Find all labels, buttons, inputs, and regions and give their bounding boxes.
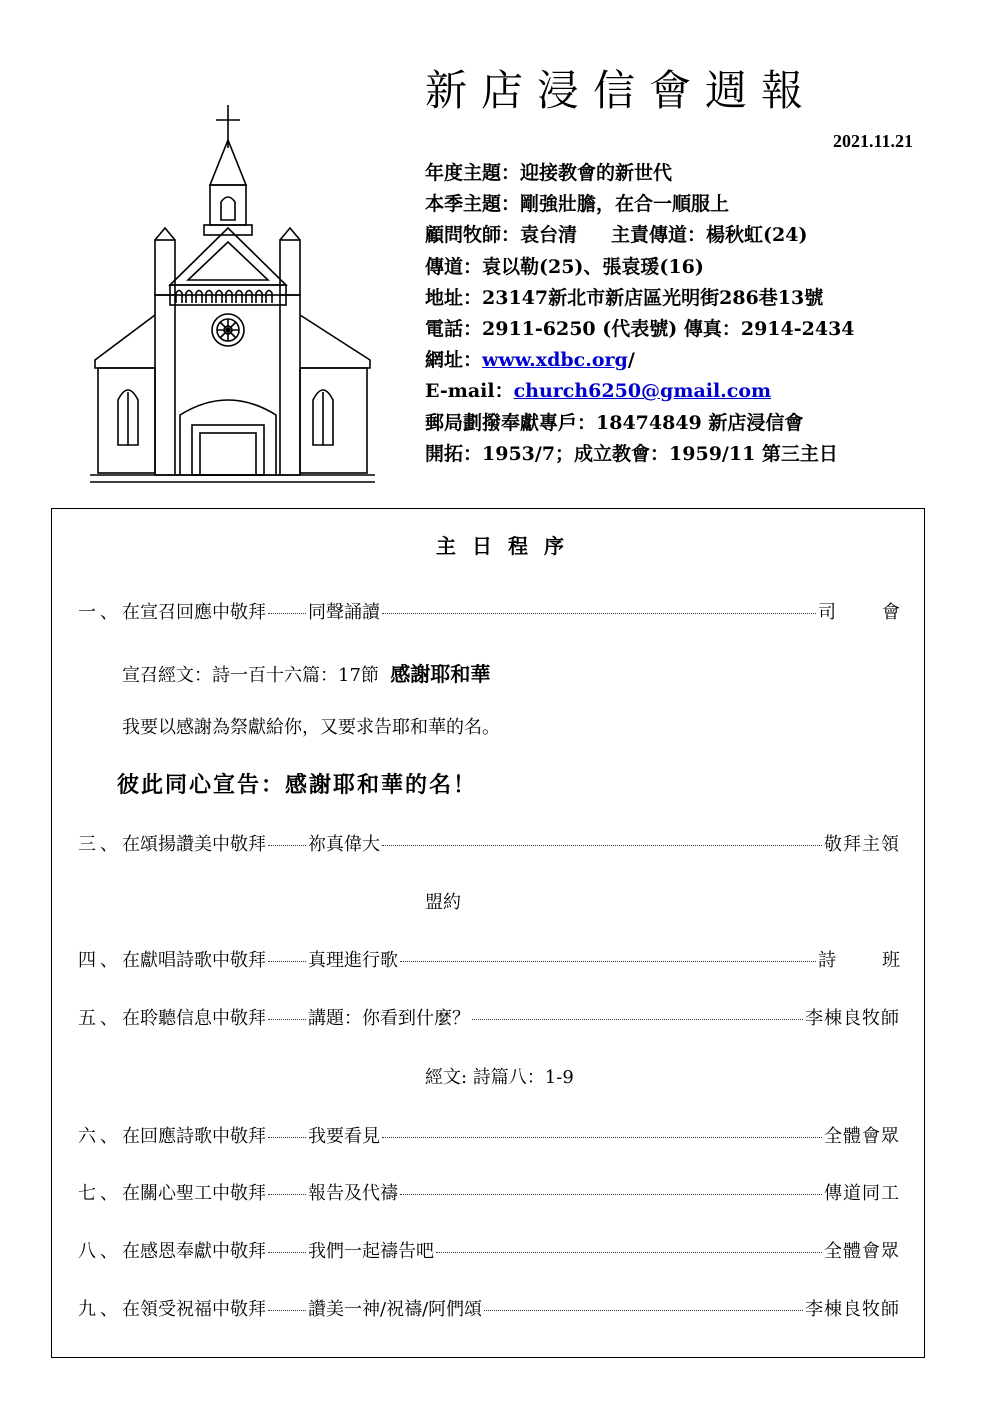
item-part: 在頌揚讚美中敬拜 [122, 834, 266, 855]
address: 地址：23147新北市新店區光明街286巷13號 [425, 286, 824, 309]
item-content: 真理進行歌 [308, 950, 398, 971]
item-part: 在獻唱詩歌中敬拜 [122, 950, 266, 971]
call-verse: 宣召經文：詩一百十六篇：17節 [122, 665, 379, 686]
website-suffix: / [627, 349, 635, 372]
item-content: 同聲誦讀 [308, 602, 380, 623]
item-part: 在宣召回應中敬拜 [122, 602, 266, 623]
phone-fax: 電話：2911-6250 (代表號) 傳真：2914-2434 [425, 317, 855, 340]
service-item [78, 1237, 900, 1267]
order-of-service-box [51, 508, 925, 1358]
covenant: 盟約 [425, 892, 461, 913]
season-theme: 本季主題：剛強壯膽，在合一順服上 [425, 193, 730, 216]
item-content: 祢真偉大 [308, 834, 380, 855]
website-label: 網址： [425, 349, 483, 372]
website-link[interactable]: www.xdbc.org [482, 349, 628, 372]
item-number: 六、 [78, 1126, 122, 1147]
service-item [78, 830, 900, 860]
service-item [78, 1179, 900, 1209]
item-number: 八、 [78, 1241, 122, 1262]
lead-preacher: 主責傳道：楊秋虹(24) [611, 224, 808, 247]
service-item [78, 1004, 900, 1034]
scripture: 經文: 詩篇八：1-9 [425, 1067, 574, 1088]
email-line [425, 376, 985, 407]
call-verse-title: 感謝耶和華 [390, 662, 491, 686]
item-role: 司會 [818, 602, 946, 623]
call-verse-line [122, 658, 490, 687]
service-item [78, 1295, 900, 1325]
call-text: 我要以感謝為祭獻給你，又要求告耶和華的名。 [122, 717, 500, 738]
preachers: 傳道：袁以勒(25)、張袁瑗(16) [425, 255, 704, 278]
item-part: 在聆聽信息中敬拜 [122, 1008, 266, 1029]
item-role: 全體會眾 [824, 1126, 900, 1147]
item-number: 五、 [78, 1008, 122, 1029]
email-label: E-mail： [425, 380, 514, 403]
item-role: 李棟良牧師 [805, 1299, 900, 1320]
item-part: 在關心聖工中敬拜 [122, 1183, 266, 1204]
website-line [425, 345, 985, 376]
service-item [78, 946, 946, 976]
item-content: 讚美一神/祝禱/阿們頌 [308, 1299, 483, 1320]
postal-account: 郵局劃撥奉獻專戶：18474849 新店浸信會 [425, 411, 804, 434]
item-number: 七、 [78, 1183, 122, 1204]
item-number: 四、 [78, 950, 122, 971]
item-number: 三、 [78, 834, 122, 855]
item-role: 詩班 [818, 950, 946, 971]
item-role: 傳道同工 [824, 1183, 900, 1204]
item-content: 報告及代禱 [308, 1183, 398, 1204]
item-part: 在感恩奉獻中敬拜 [122, 1241, 266, 1262]
item-content: 講題：你看到什麼？ [308, 1008, 470, 1029]
bulletin-date: 2021.11.21 [833, 131, 914, 151]
item-role: 全體會眾 [824, 1241, 900, 1262]
item-role: 敬拜主領 [824, 834, 900, 855]
item-part: 在領受祝福中敬拜 [122, 1299, 266, 1320]
declaration: 彼此同心宣告：感謝耶和華的名！ [117, 772, 478, 798]
item-role: 李棟良牧師 [805, 1008, 900, 1029]
church-illustration [80, 100, 385, 490]
founding-info: 開拓：1953/7；成立教會：1959/11 第三主日 [425, 442, 838, 465]
item-content: 我們一起禱告吧 [308, 1241, 434, 1262]
service-item [78, 598, 946, 628]
service-item [78, 1122, 900, 1152]
item-number: 一、 [78, 602, 122, 623]
order-heading: 主日程序 [436, 534, 580, 558]
church-info [425, 158, 985, 470]
item-part: 在回應詩歌中敬拜 [122, 1126, 266, 1147]
bulletin-title: 新店浸信會週報 [425, 66, 818, 115]
item-number: 九、 [78, 1299, 122, 1320]
advisor-pastor: 顧問牧師：袁台清 [425, 224, 578, 247]
year-theme: 年度主題：迎接教會的新世代 [425, 162, 673, 184]
item-content: 我要看見 [308, 1126, 380, 1147]
email-link[interactable]: church6250@gmail.com [513, 380, 772, 403]
pastors-line [425, 220, 985, 251]
